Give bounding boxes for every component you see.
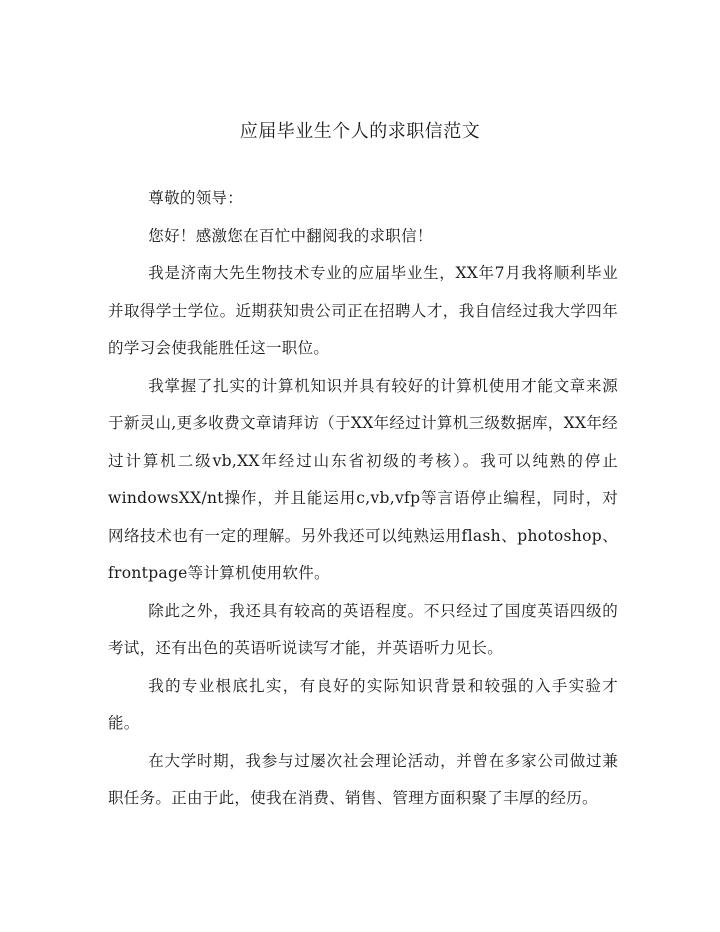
- document-title: 应届毕业生个人的求职信范文: [239, 121, 481, 142]
- salutation: 尊敬的领导：: [148, 189, 244, 207]
- paragraph-experience: 在大学时期，我参与过屡次社会理论活动，并曾在多家公司做过兼职任务。正由于此，使我在消费、销售、管理方面积聚了丰厚的经历。: [108, 751, 618, 807]
- paragraph-introduction: 我是济南大先生物技术专业的应届毕业生，XX年7月我将顺利毕业并取得学士学位。近期获知贵公司正在招聘人才，我自信经过我大学四年的学习会使我能胜任这一职位。: [108, 264, 618, 357]
- paragraph-greeting: 您好！感激您在百忙中翻阅我的求职信！: [148, 226, 433, 245]
- paragraph-professional-foundation: 我的专业根底扎实，有良好的实际知识背景和较强的入手实验才能。: [108, 676, 618, 732]
- document-body: [108, 180, 618, 818]
- paragraph-english-skills: 除此之外，我还具有较高的英语程度。不只经过了国度英语四级的考试，还有出色的英语听说读写才能，并英语听力见长。: [108, 601, 618, 657]
- paragraph-computer-skills: 我掌握了扎实的计算机知识并具有较好的计算机使用才能文章来源于新灵山,更多收费文章请拜访（于XX年经过计算机三级数据库，XX年经过计算机二级vb,XX年经过山东省初级的考核）。我可以纯熟的停止windowsXX/nt操作，并且能运用c,vb,vfp等言语停止编程，同时，对网络技术也有一定的理解。另外我还可以纯熟运用flash、photoshop、frontpage等计算机使用软件。: [108, 376, 618, 582]
